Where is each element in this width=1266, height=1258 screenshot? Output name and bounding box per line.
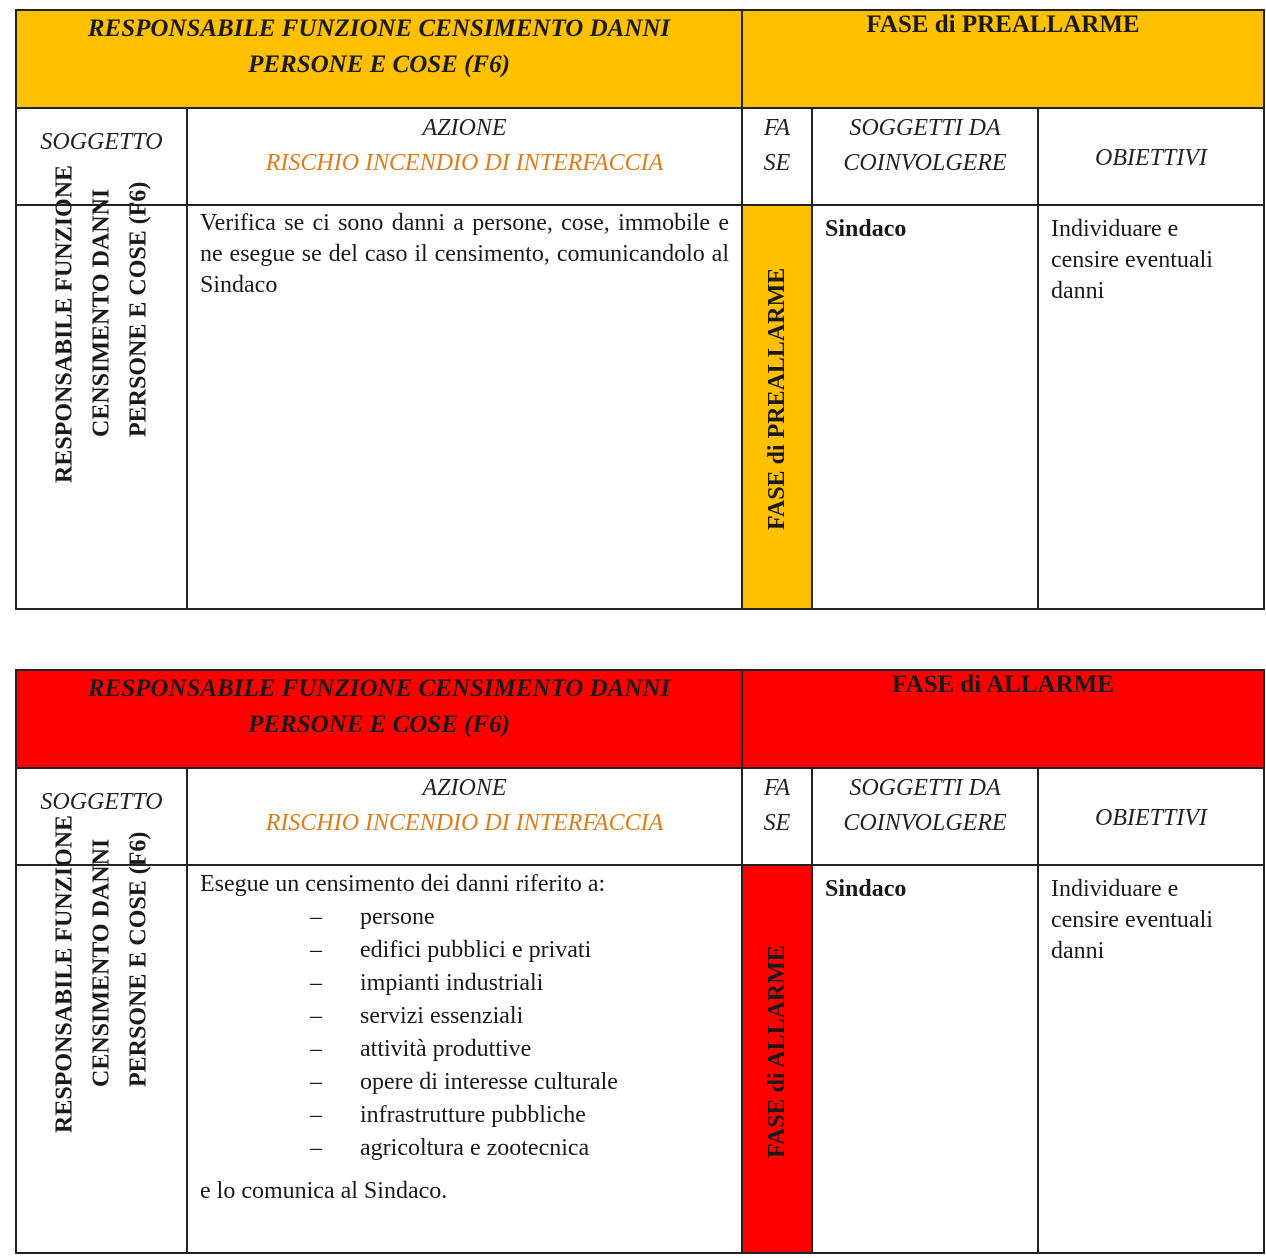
list-item: – infrastrutture pubbliche [310, 1099, 741, 1132]
allarme-table [15, 669, 1265, 1254]
column-header-obiettivi: OBIETTIVI [1038, 108, 1264, 205]
soggetti-cell [812, 865, 1038, 1253]
column-header-azione [187, 768, 742, 865]
soggetti-label-2: COINVOLGERE [843, 810, 1007, 836]
column-header-soggetti [812, 768, 1038, 865]
column-header-obiettivi: OBIETTIVI [1038, 768, 1264, 865]
title-line-2: PERSONE E COSE (F6) [248, 51, 510, 78]
obiettivi-value: Individuare e censire eventuali danni [1051, 216, 1213, 304]
fase-cell [742, 865, 812, 1253]
column-header-soggetti [812, 108, 1038, 205]
title-line-1: RESPONSABILE FUNZIONE CENSIMENTO DANNI [87, 675, 671, 702]
obiettivi-value: Individuare e censire eventuali danni [1051, 876, 1213, 964]
table-title [16, 10, 742, 108]
soggetto-vertical-text [46, 165, 157, 483]
azione-outro: e lo comunica al Sindaco. [200, 1178, 448, 1204]
azione-intro: Esegue un censimento dei danni riferito a: [200, 871, 606, 897]
list-item: – edifici pubblici e privati [310, 934, 741, 967]
fase-label-2: SE [763, 810, 791, 836]
soggetto-line-2: CENSIMENTO DANNI [88, 188, 114, 437]
obiettivi-cell [1038, 865, 1264, 1253]
obiettivi-cell [1038, 205, 1264, 609]
list-item: – agricoltura e zootecnica [310, 1132, 741, 1165]
fase-vertical-label: FASE di ALLARME [764, 945, 790, 1158]
column-header-fase [742, 108, 812, 205]
column-header-fase [742, 768, 812, 865]
fase-label-1: FA [763, 115, 791, 141]
fase-vertical-label: FASE di PREALLARME [764, 267, 790, 530]
soggetto-line-3: PERSONE E COSE (F6) [125, 181, 151, 437]
phase-header: FASE di PREALLARME [742, 10, 1264, 108]
list-item: – impianti industriali [310, 967, 741, 1000]
table-title [16, 670, 742, 768]
soggetti-value: Sindaco [825, 876, 907, 902]
phase-header: FASE di ALLARME [742, 670, 1264, 768]
soggetti-label-1: SOGGETTI DA [849, 115, 1001, 141]
title-line-2: PERSONE E COSE (F6) [248, 711, 510, 738]
rischio-label: RISCHIO INCENDIO DI INTERFACCIA [265, 150, 664, 176]
soggetti-cell [812, 205, 1038, 609]
soggetto-vertical-text [46, 815, 157, 1133]
column-header-azione [187, 108, 742, 205]
list-item: – attività produttive [310, 1033, 741, 1066]
fase-cell [742, 205, 812, 609]
azione-cell [187, 865, 742, 1253]
fase-label-2: SE [763, 150, 791, 176]
soggetto-line-3: PERSONE E COSE (F6) [125, 831, 151, 1087]
rischio-label: RISCHIO INCENDIO DI INTERFACCIA [265, 810, 664, 836]
soggetti-value: Sindaco [825, 216, 907, 242]
column-header-soggetto: SOGGETTO [16, 768, 187, 865]
title-line-1: RESPONSABILE FUNZIONE CENSIMENTO DANNI [87, 15, 671, 42]
soggetto-line-1: RESPONSABILE FUNZIONE [51, 164, 77, 483]
soggetto-line-1: RESPONSABILE FUNZIONE [51, 814, 77, 1133]
list-item: – servizi essenziali [310, 1000, 741, 1033]
soggetto-line-2: CENSIMENTO DANNI [88, 838, 114, 1087]
azione-cell [187, 205, 742, 609]
azione-label: AZIONE [422, 115, 507, 141]
soggetti-label-2: COINVOLGERE [843, 150, 1007, 176]
soggetto-cell [16, 814, 187, 1253]
list-item: – opere di interesse culturale [310, 1066, 741, 1099]
soggetto-cell [16, 164, 187, 609]
soggetti-label-1: SOGGETTI DA [849, 775, 1001, 801]
azione-text: Verifica se ci sono danni a persone, cose, immobile e ne esegue se del caso il censimento, comunicandolo al Sindaco [200, 210, 729, 298]
preallarme-table [15, 9, 1265, 610]
azione-list [188, 901, 741, 1165]
azione-label: AZIONE [422, 775, 507, 801]
fase-label-1: FA [763, 775, 791, 801]
list-item: – persone [310, 901, 741, 934]
column-header-soggetto: SOGGETTO [16, 108, 187, 205]
